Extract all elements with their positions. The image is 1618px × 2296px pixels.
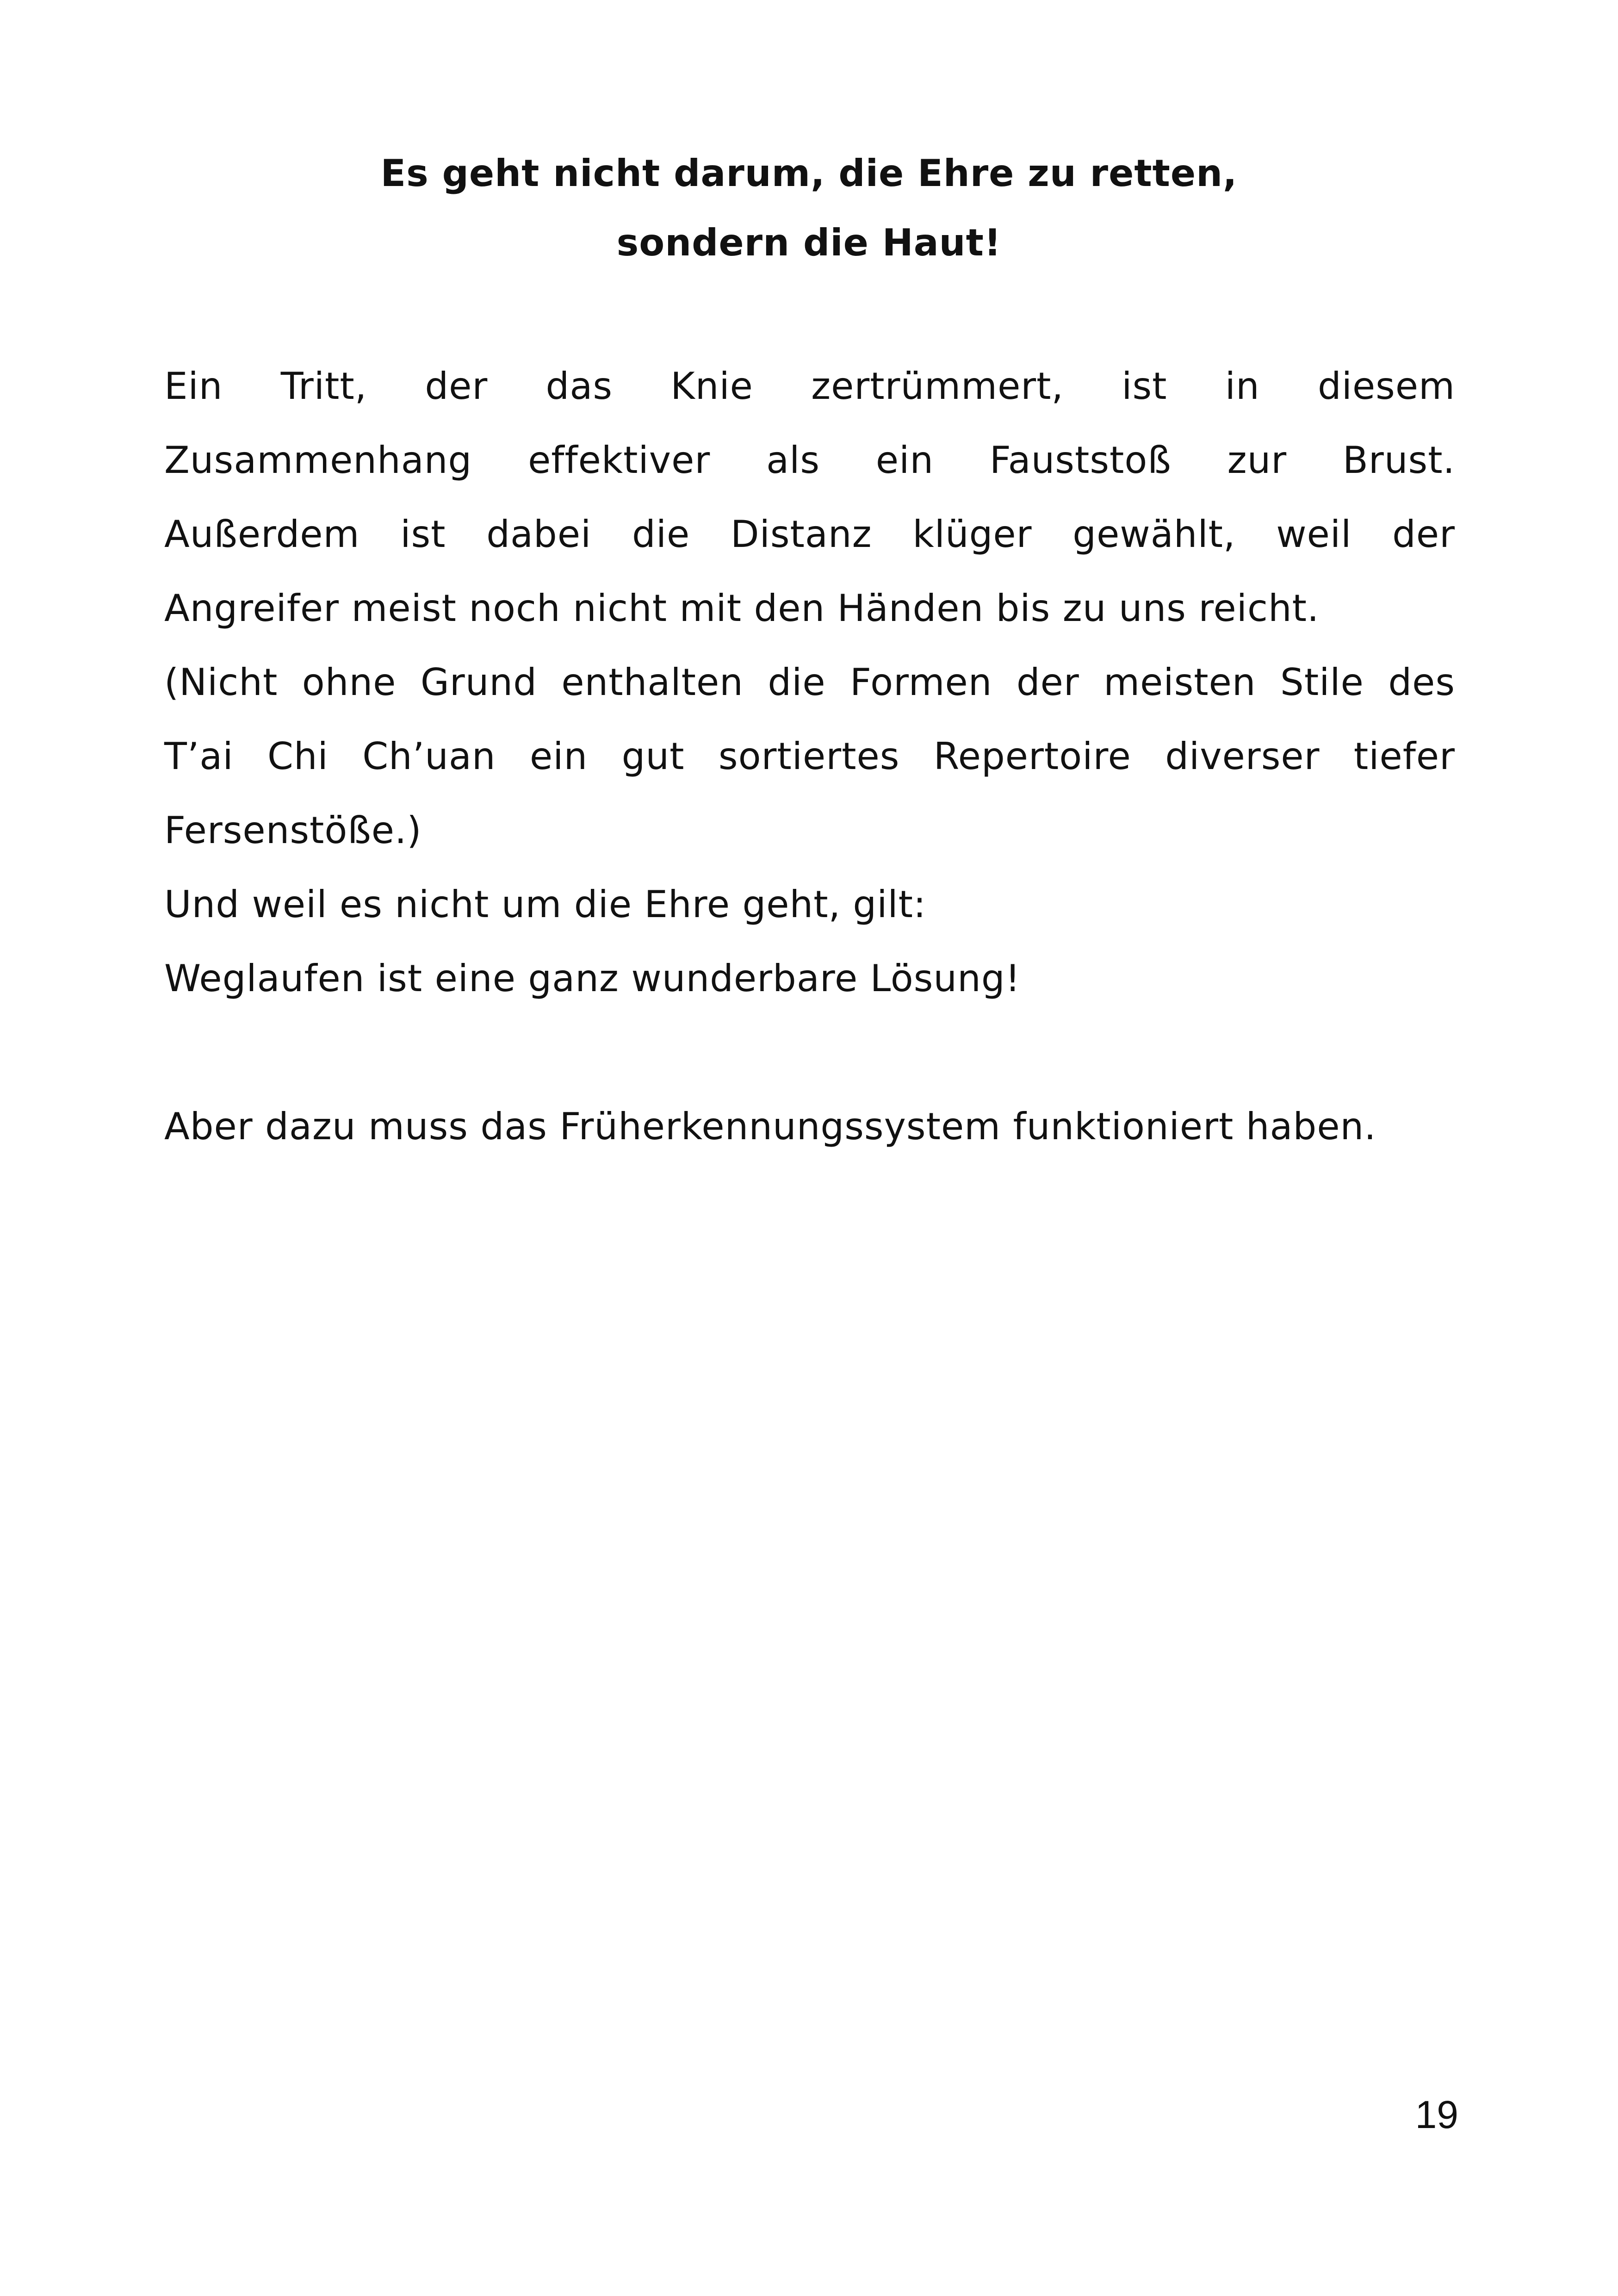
body-line: (Nicht ohne Grund enthalten die Formen der meisten Stile des [164, 661, 1455, 704]
body-line: Weglaufen ist eine ganz wunderbare Lösung! [164, 957, 1021, 1000]
body-line: Aber dazu muss das Früherkennungssystem funktioniert haben. [164, 1105, 1376, 1148]
body-line: Zusammenhang effektiver als ein Fauststoß zur Brust. [164, 439, 1455, 482]
paragraph-gap [164, 1016, 1455, 1090]
heading-line-1: Es geht nicht darum, die Ehre zu retten, [380, 152, 1238, 195]
body-text [164, 349, 1455, 1164]
body-line: Außerdem ist dabei die Distanz klüger gewählt, weil der [164, 513, 1455, 556]
body-line: Und weil es nicht um die Ehre geht, gilt: [164, 883, 926, 926]
body-line: Fersenstöße.) [164, 809, 422, 852]
section-heading [0, 139, 1618, 278]
body-line: Ein Tritt, der das Knie zertrümmert, ist in diesem [164, 365, 1455, 408]
body-line: T’ai Chi Ch’uan ein gut sortiertes Repertoire diverser tiefer [164, 735, 1455, 778]
body-line: Angreifer meist noch nicht mit den Händen bis zu uns reicht. [164, 587, 1320, 630]
heading-line-2: sondern die Haut! [616, 221, 1002, 264]
page-number: 19 [1415, 2093, 1458, 2136]
